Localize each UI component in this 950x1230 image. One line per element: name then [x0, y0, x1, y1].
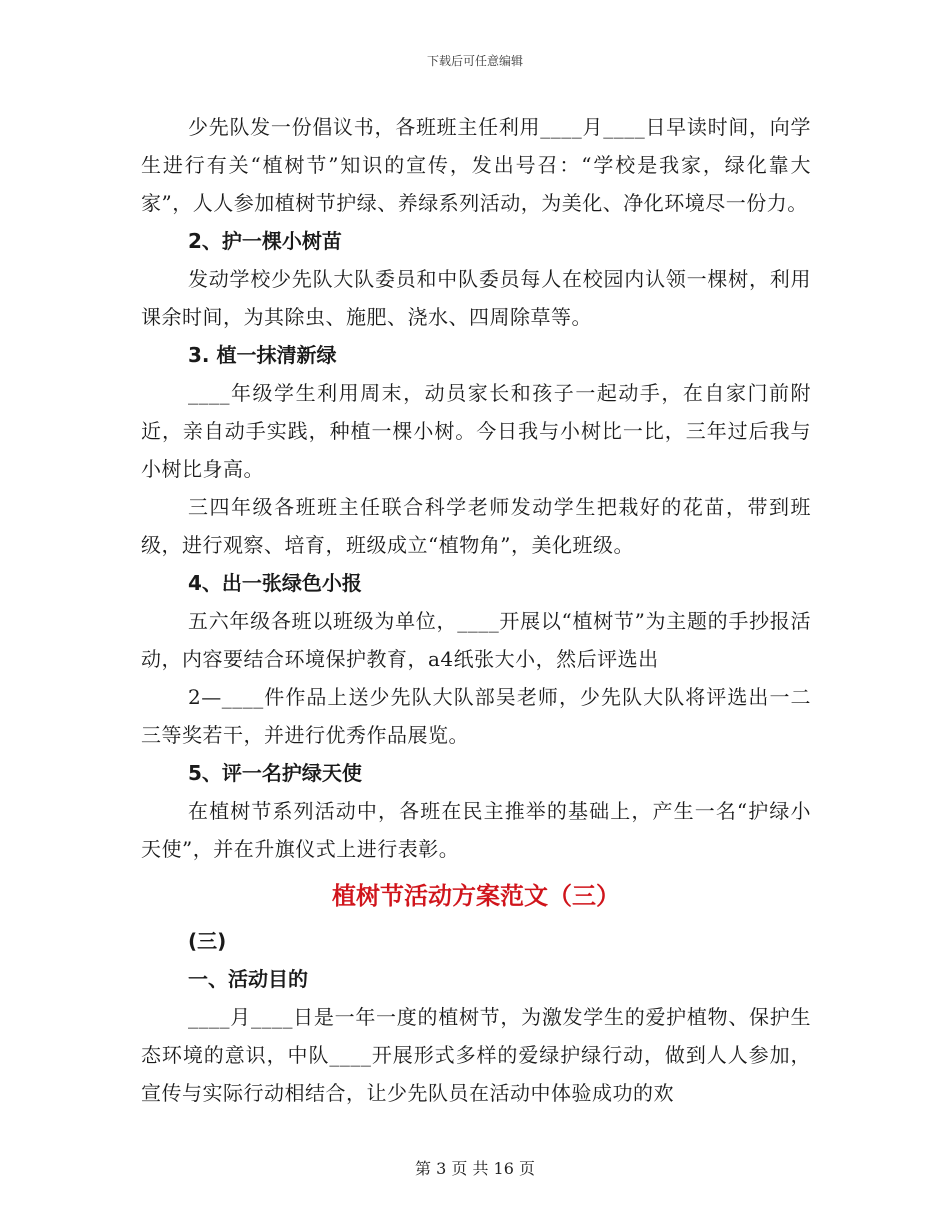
page-header: 下载后可任意编辑: [426, 54, 523, 68]
paragraph-plant-corner: 三四年级各班班主任联合科学老师发动学生把栽好的花苗，带到班级，进行观察、培育，班级成立“植物角”，美化班级。: [141, 495, 811, 557]
paragraph-handwritten-paper: 五六年级各班以班级为单位，____开展以“植树节”为主题的手抄报活动，内容要结合环境保护教育，a4纸张大小，然后评选出: [141, 609, 811, 671]
paragraph-weekend-planting: ____年级学生利用周末，动员家长和孩子一起动手，在自家门前附近，亲自动手实践，种植一棵小树。今日我与小树比一比，三年过后我与小树比身高。: [141, 381, 811, 481]
paragraph-commendation: 在植树节系列活动中，各班在民主推举的基础上，产生一名“护绿小天使”，并在升旗仪式上进行表彰。: [141, 799, 811, 861]
paragraph-proposal: 少先队发一份倡议书，各班班主任利用____月____日早读时间，向学生进行有关“植树节”知识的宣传，发出号召：“学校是我家，绿化靠大家”，人人参加植树节护绿、养绿系列活动，为美化、净化环境尽一份力。: [141, 115, 811, 215]
section-title: 植树节活动方案范文（三）: [332, 882, 620, 910]
heading-green-newspaper: 4、出一张绿色小报: [188, 571, 362, 595]
subheading-three: (三): [188, 929, 227, 953]
subheading-purpose: 一、活动目的: [188, 967, 308, 991]
paragraph-award-selection: 2—____件作品上送少先队大队部吴老师，少先队大队将评选出一二三等奖若干，并进行优秀作品展览。: [141, 685, 811, 747]
heading-protect-sapling: 2、护一棵小树苗: [188, 229, 342, 253]
paragraph-adopt-tree: 发动学校少先队大队委员和中队委员每人在校园内认领一棵树，利用课余时间，为其除虫、施肥、浇水、四周除草等。: [141, 267, 811, 329]
paragraph-purpose: ____月____日是一年一度的植树节，为激发学生的爱护植物、保护生态环境的意识，中队____开展形式多样的爱绿护绿行动，做到人人参加，宣传与实际行动相结合，让少先队员在活动中体验成功的欢: [141, 1005, 811, 1105]
heading-plant-green: 3. 植一抹清新绿: [188, 343, 337, 367]
document-body: [141, 108, 811, 1112]
heading-green-angel: 5、评一名护绿天使: [188, 761, 362, 785]
page-footer: 第 3 页 共 16 页: [415, 1159, 535, 1178]
